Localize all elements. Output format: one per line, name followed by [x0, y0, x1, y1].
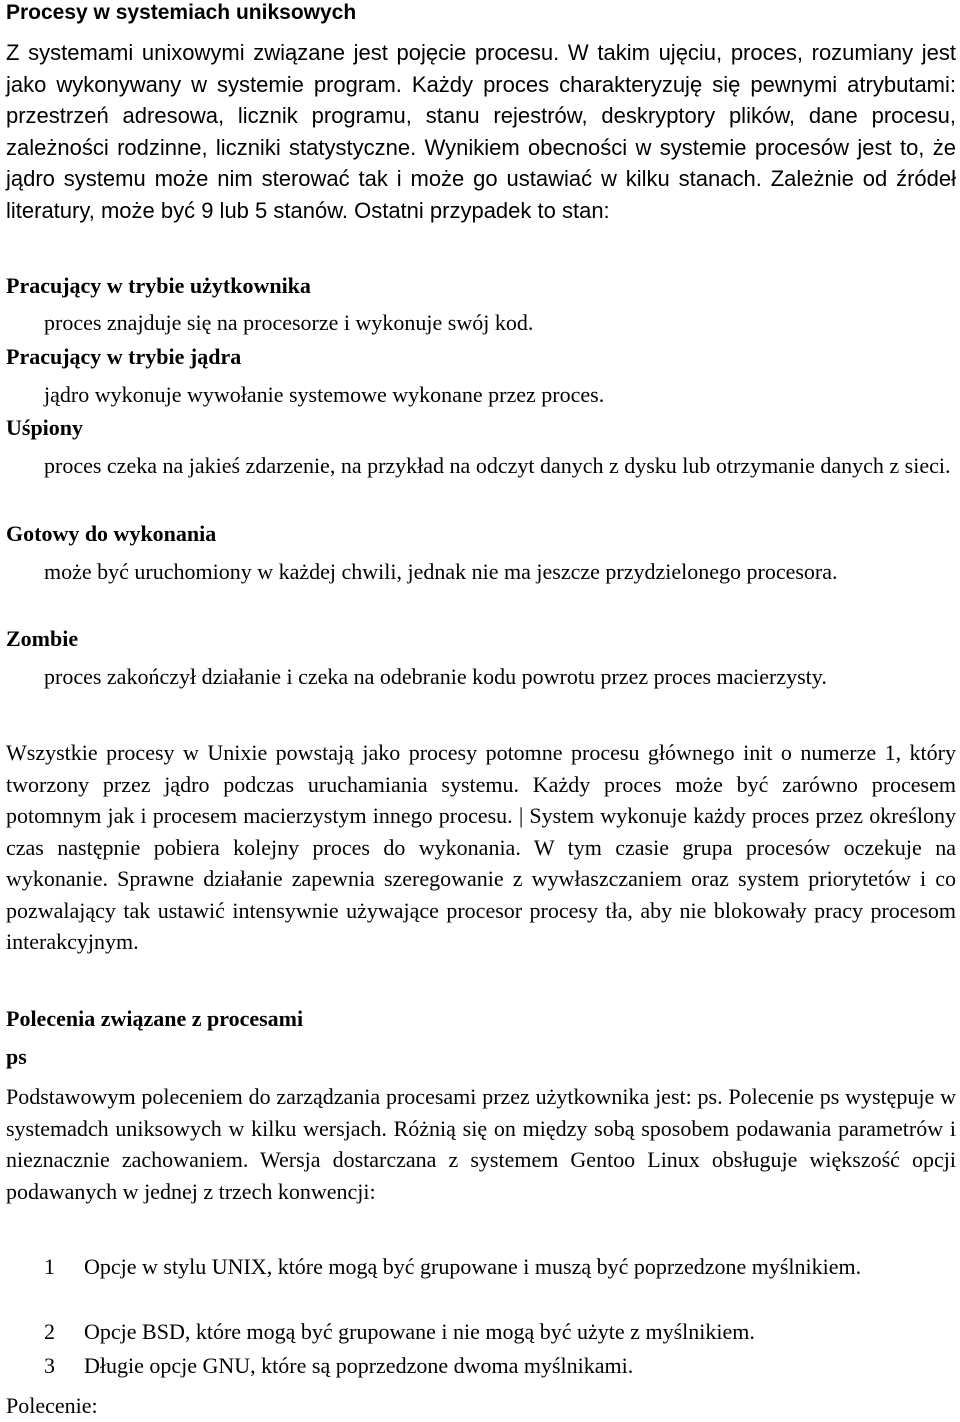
- list-item-number: 1: [44, 1254, 55, 1279]
- list-item: [44, 1316, 956, 1348]
- list-item-number: 3: [44, 1353, 55, 1378]
- state-term-sleeping: Uśpiony: [6, 415, 84, 440]
- state-desc-zombie: proces zakończył działanie i czeka na odebranie kodu powrotu przez proces macierzysty.: [44, 664, 827, 689]
- section-heading-commands: Polecenia związane z procesami: [6, 1006, 304, 1031]
- list-item-text: Opcje w stylu UNIX, które mogą być grupowane i muszą być poprzedzone myślnikiem.: [84, 1254, 862, 1279]
- state-desc-sleeping: proces czeka na jakieś zdarzenie, na przykład na odczyt danych z dysku lub otrzymanie danych z sieci.: [44, 453, 951, 478]
- state-desc-kernel-mode: jądro wykonuje wywołanie systemowe wykonane przez proces.: [44, 382, 605, 407]
- state-term-zombie: Zombie: [6, 626, 79, 651]
- intro-paragraph: Z systemami unixowymi związane jest pojęcie procesu. W takim ujęciu, proces, rozumiany jest jako wykonywany w systemie program. Każdy proces charakteryzuję się pewnymi atrybutami: przestrzeń adresowa, licznik programu, stanu rejestrów, deskryptory plików, dane procesu, zależności rodzinne, liczniki statystyczne. Wynikiem obecności w systemie procesów jest to, że jądro systemu może nim sterować tak i może go ustawiać w kilku stanach. Zależnie od źródeł literatury, może być 9 lub 5 stanów. Ostatni przypadek to stan:: [6, 40, 956, 223]
- state-term-kernel-mode: Pracujący w trybie jądra: [6, 344, 242, 369]
- list-item-text: Opcje BSD, które mogą być grupowane i nie mogą być użyte z myślnikiem.: [84, 1319, 755, 1344]
- list-item: [44, 1350, 956, 1382]
- footer-label: Polecenie:: [6, 1393, 98, 1418]
- page-title: Procesy w systemiach uniksowych: [6, 1, 357, 24]
- state-term-user-mode: Pracujący w trybie użytkownika: [6, 273, 311, 298]
- state-desc-user-mode: proces znajduje się na procesorze i wykonuje swój kod.: [44, 310, 534, 335]
- state-term-ready: Gotowy do wykonania: [6, 521, 217, 546]
- section-heading-ps: ps: [6, 1044, 27, 1069]
- list-item-text: Długie opcje GNU, które są poprzedzone dwoma myślnikami.: [84, 1353, 634, 1378]
- list-item: [44, 1251, 956, 1283]
- list-item-number: 2: [44, 1319, 55, 1344]
- state-desc-ready: może być uruchomiony w każdej chwili, jednak nie ma jeszcze przydzielonego procesora.: [44, 559, 838, 584]
- processes-paragraph: Wszystkie procesy w Unixie powstają jako procesy potomne procesu głównego init o numerze 1, który tworzony przez jądro podczas uruchamiania systemu. Każdy proces może być zarówno procesem potomnym jak i procesem macierzystym innego procesu. | System wykonuje każdy proces przez określony czas następnie pobiera kolejny proces do wykonania. W tym czasie grupa procesów oczekuje na wykonanie. Sprawne działanie zapewnia szeregowanie z wywłaszczaniem oraz system priorytetów i co pozwalający tak ustawić intensywnie używające procesor procesy tła, aby nie blokowały pracy procesom interakcyjnym.: [6, 740, 956, 954]
- ps-paragraph: Podstawowym poleceniem do zarządzania procesami przez użytkownika jest: ps. Polecenie ps występuje w systemadch uniksowych w kilku wersjach. Różnią się on między sobą sposobem podawania parametrów i nieznacznie zachowaniem. Wersja dostarczana z systemem Gentoo Linux obsługuje większość opcji podawanych w jednej z trzech konwencji:: [6, 1084, 956, 1204]
